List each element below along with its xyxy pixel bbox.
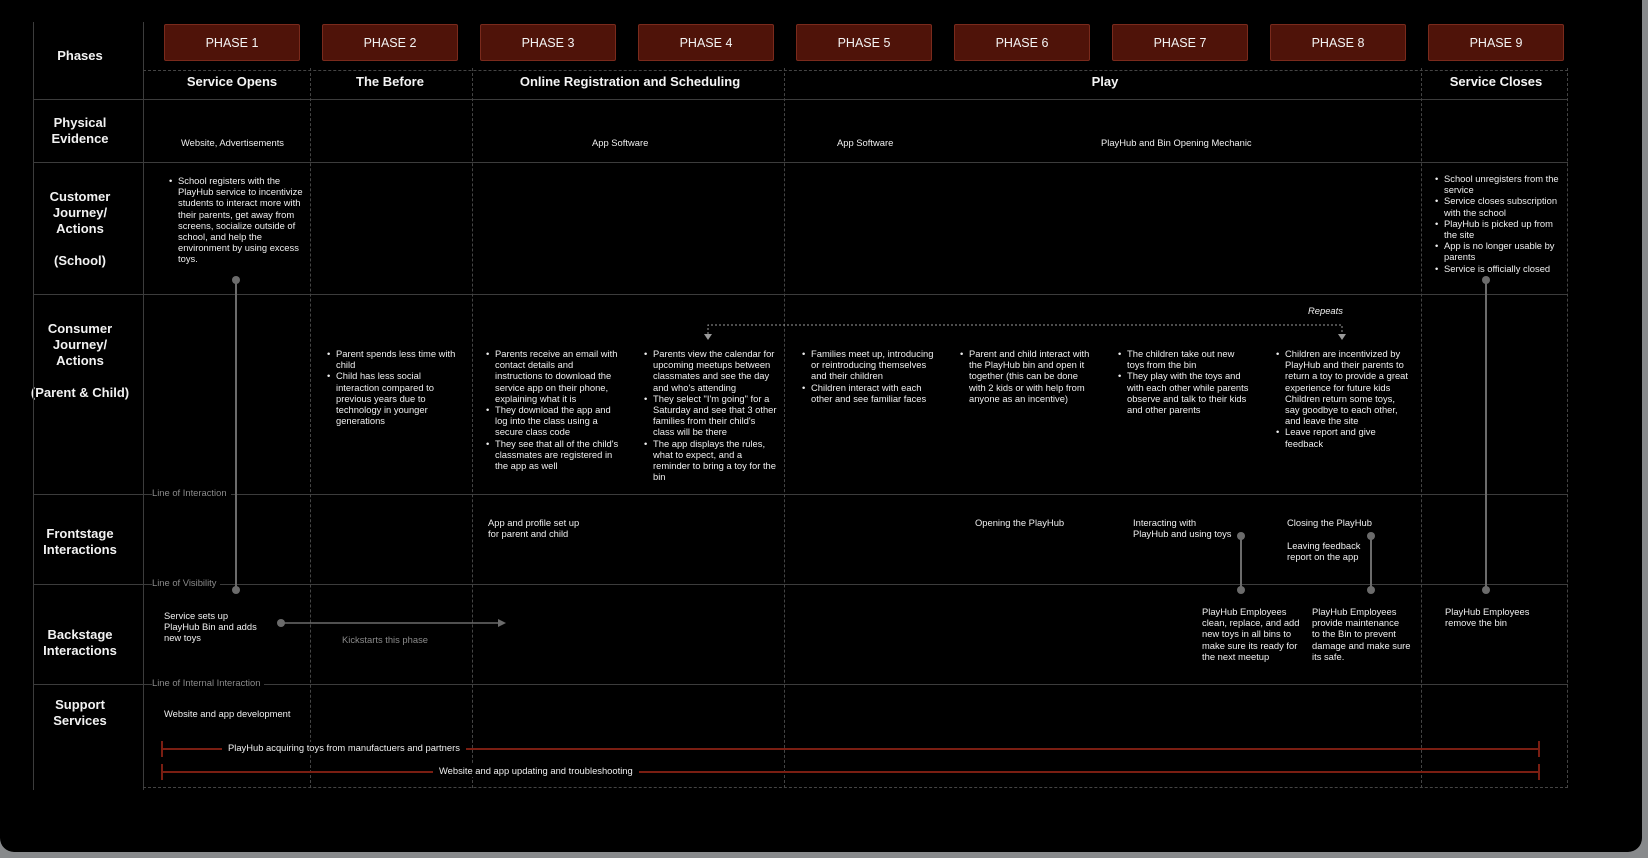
phase-divider bbox=[1421, 68, 1422, 788]
list-item: • Parents receive an email with contact details and instructions to download the service app on their phone, explaining what it is bbox=[495, 348, 620, 404]
consumer-journey-phase-8 bbox=[1275, 348, 1411, 449]
list-item: • They download the app and log into the class using a secure class code bbox=[495, 404, 620, 438]
evidence-phase-1: Website, Advertisements bbox=[181, 137, 284, 148]
list-item: • The children take out new toys from the bin bbox=[1127, 348, 1253, 370]
phase-9: PHASE 9 bbox=[1428, 24, 1564, 61]
support-bar-cap bbox=[1538, 741, 1540, 757]
list-item: • Service closes subscription with the school bbox=[1444, 195, 1564, 217]
list-item: • The app displays the rules, what to expect, and a reminder to bring a toy for the bin bbox=[653, 438, 779, 483]
connector-line-phase-9 bbox=[1485, 280, 1487, 590]
list-item: • Children interact with each other and see familiar faces bbox=[811, 382, 937, 404]
backstage-phase-9: PlayHub Employees remove the bin bbox=[1445, 606, 1530, 629]
phase-5: PHASE 5 bbox=[796, 24, 932, 61]
row-label-customer-journey: Customer Journey/ Actions (School) bbox=[49, 189, 111, 268]
consumer-journey-phase-7 bbox=[1117, 348, 1253, 415]
phase-divider bbox=[472, 68, 473, 788]
list-item: • Leave report and give feedback bbox=[1285, 426, 1411, 448]
row-divider bbox=[33, 294, 1568, 295]
consumer-journey-phase-2 bbox=[326, 348, 460, 426]
repeats-loop-arrow bbox=[700, 318, 1350, 342]
row-label-phases: Phases bbox=[57, 48, 103, 63]
connector-dot bbox=[1482, 586, 1490, 594]
dashed-frame-top bbox=[143, 70, 1568, 71]
row-label-backstage: Backstage Interactions bbox=[43, 627, 117, 658]
stage-the-before: The Before bbox=[356, 74, 424, 89]
consumer-journey-phase-5 bbox=[801, 348, 937, 404]
frame-right-border bbox=[1567, 68, 1568, 788]
connector-line-phase-8 bbox=[1370, 536, 1372, 590]
phase-divider bbox=[784, 68, 785, 788]
connector-line-phase-7 bbox=[1240, 536, 1242, 590]
row-divider bbox=[33, 494, 1568, 495]
frontstage-phase-3: App and profile set up for parent and child bbox=[488, 517, 580, 540]
list-item: • Parent and child interact with the PlayHub bin and open it together (this can be done with 2 kids or with help from anyone as an incentive) bbox=[969, 348, 1095, 404]
stage-service-opens: Service Opens bbox=[186, 74, 278, 89]
repeats-label: Repeats bbox=[1308, 305, 1343, 316]
line-of-interaction-label: Line of Interaction bbox=[152, 487, 231, 498]
row-divider bbox=[33, 99, 1568, 100]
support-updating-label: Website and app updating and troubleshooting bbox=[433, 765, 639, 777]
support-toys-label: PlayHub acquiring toys from manufactuers and partners bbox=[222, 742, 466, 754]
frontstage-phase-8-closing: Closing the PlayHub bbox=[1287, 517, 1372, 528]
list-item: • Child has less social interaction compared to previous years due to technology in younger generations bbox=[336, 370, 460, 426]
list-item: • School unregisters from the service bbox=[1444, 173, 1564, 195]
phase-1: PHASE 1 bbox=[164, 24, 300, 61]
list-item: • Parents view the calendar for upcoming meetups between classmates and see the day and who's attending bbox=[653, 348, 779, 393]
list-item: • School registers with the PlayHub service to incentivize students to interact more with their parents, get away from screens, socialize outside of school, and help the environment by using excess toys. bbox=[178, 175, 303, 265]
list-item: Children return some toys, say goodbye to each other, and leave the site bbox=[1285, 392, 1398, 427]
phase-4: PHASE 4 bbox=[638, 24, 774, 61]
connector-line-phase-1 bbox=[235, 280, 237, 590]
row-label-physical-evidence: Physical Evidence bbox=[51, 115, 109, 146]
line-of-visibility-label: Line of Visibility bbox=[152, 577, 220, 588]
consumer-journey-phase-6 bbox=[959, 348, 1095, 404]
frontstage-phase-6: Opening the PlayHub bbox=[975, 517, 1065, 528]
list-item: • App is no longer usable by parents bbox=[1444, 240, 1564, 262]
stage-play: Play bbox=[1091, 74, 1119, 89]
phase-6: PHASE 6 bbox=[954, 24, 1090, 61]
line-of-internal-interaction-label: Line of Internal Interaction bbox=[152, 677, 264, 688]
support-phase-1: Website and app development bbox=[164, 708, 291, 719]
evidence-phase-5: App Software bbox=[837, 137, 894, 148]
list-item: • Children are incentivized by PlayHub and their parents to return a toy to provide a great experience for future kids bbox=[1285, 348, 1411, 393]
phase-8: PHASE 8 bbox=[1270, 24, 1406, 61]
connector-dot bbox=[1367, 586, 1375, 594]
row-label-frontstage: Frontstage Interactions bbox=[43, 526, 117, 557]
backstage-phase-7: PlayHub Employees clean, replace, and add new toys in all bins to make sure its ready for the next meetup bbox=[1202, 606, 1300, 662]
list-item: • They select "I'm going" for a Saturday and see that 3 other families from their child's class will be there bbox=[653, 393, 779, 438]
stage-online-registration: Online Registration and Scheduling bbox=[519, 74, 741, 89]
row-label-support: Support Services bbox=[53, 697, 107, 728]
list-item: • They play with the toys and with each other while parents observe and talk to their kids and other parents bbox=[1127, 370, 1253, 415]
dashed-frame-bottom bbox=[143, 787, 1568, 788]
evidence-phase-3-4: App Software bbox=[592, 137, 649, 148]
phase-2: PHASE 2 bbox=[322, 24, 458, 61]
connector-dot bbox=[232, 586, 240, 594]
row-divider bbox=[33, 162, 1568, 163]
frontstage-phase-7: Interacting with PlayHub and using toys bbox=[1133, 517, 1232, 540]
phase-divider bbox=[310, 68, 311, 788]
label-column-border bbox=[143, 22, 144, 790]
phase-7: PHASE 7 bbox=[1112, 24, 1248, 61]
customer-journey-phase-9 bbox=[1434, 173, 1564, 274]
kickstart-arrow bbox=[276, 617, 508, 629]
phase-3: PHASE 3 bbox=[480, 24, 616, 61]
list-item: • They see that all of the child's classmates are registered in the app as well bbox=[495, 438, 620, 472]
support-bar-updating bbox=[161, 771, 1540, 773]
backstage-phase-8: PlayHub Employees provide maintenance to the Bin to prevent damage and make sure its safe. bbox=[1312, 606, 1411, 662]
row-divider bbox=[33, 584, 1568, 585]
backstage-phase-1: Service sets up PlayHub Bin and adds new toys bbox=[164, 610, 257, 644]
frontstage-phase-8-feedback: Leaving feedback report on the app bbox=[1287, 540, 1361, 563]
consumer-journey-phase-4 bbox=[643, 348, 779, 482]
customer-journey-phase-1 bbox=[168, 175, 303, 265]
evidence-phase-6-8: PlayHub and Bin Opening Mechanic bbox=[1101, 137, 1252, 148]
list-item: • Families meet up, introducing or reintroducing themselves and their children bbox=[811, 348, 937, 382]
stage-service-closes: Service Closes bbox=[1449, 74, 1543, 89]
list-item: • PlayHub is picked up from the site bbox=[1444, 218, 1564, 240]
connector-dot bbox=[1237, 586, 1245, 594]
support-bar-cap bbox=[1538, 764, 1540, 780]
left-border bbox=[33, 22, 34, 790]
list-item: • Service is officially closed bbox=[1444, 263, 1564, 274]
row-label-consumer-journey: Consumer Journey/ Actions (Parent & Child) bbox=[30, 321, 130, 400]
consumer-journey-phase-3 bbox=[485, 348, 620, 471]
kickstarts-label: Kickstarts this phase bbox=[342, 634, 428, 645]
list-item: • Parent spends less time with child bbox=[336, 348, 460, 370]
